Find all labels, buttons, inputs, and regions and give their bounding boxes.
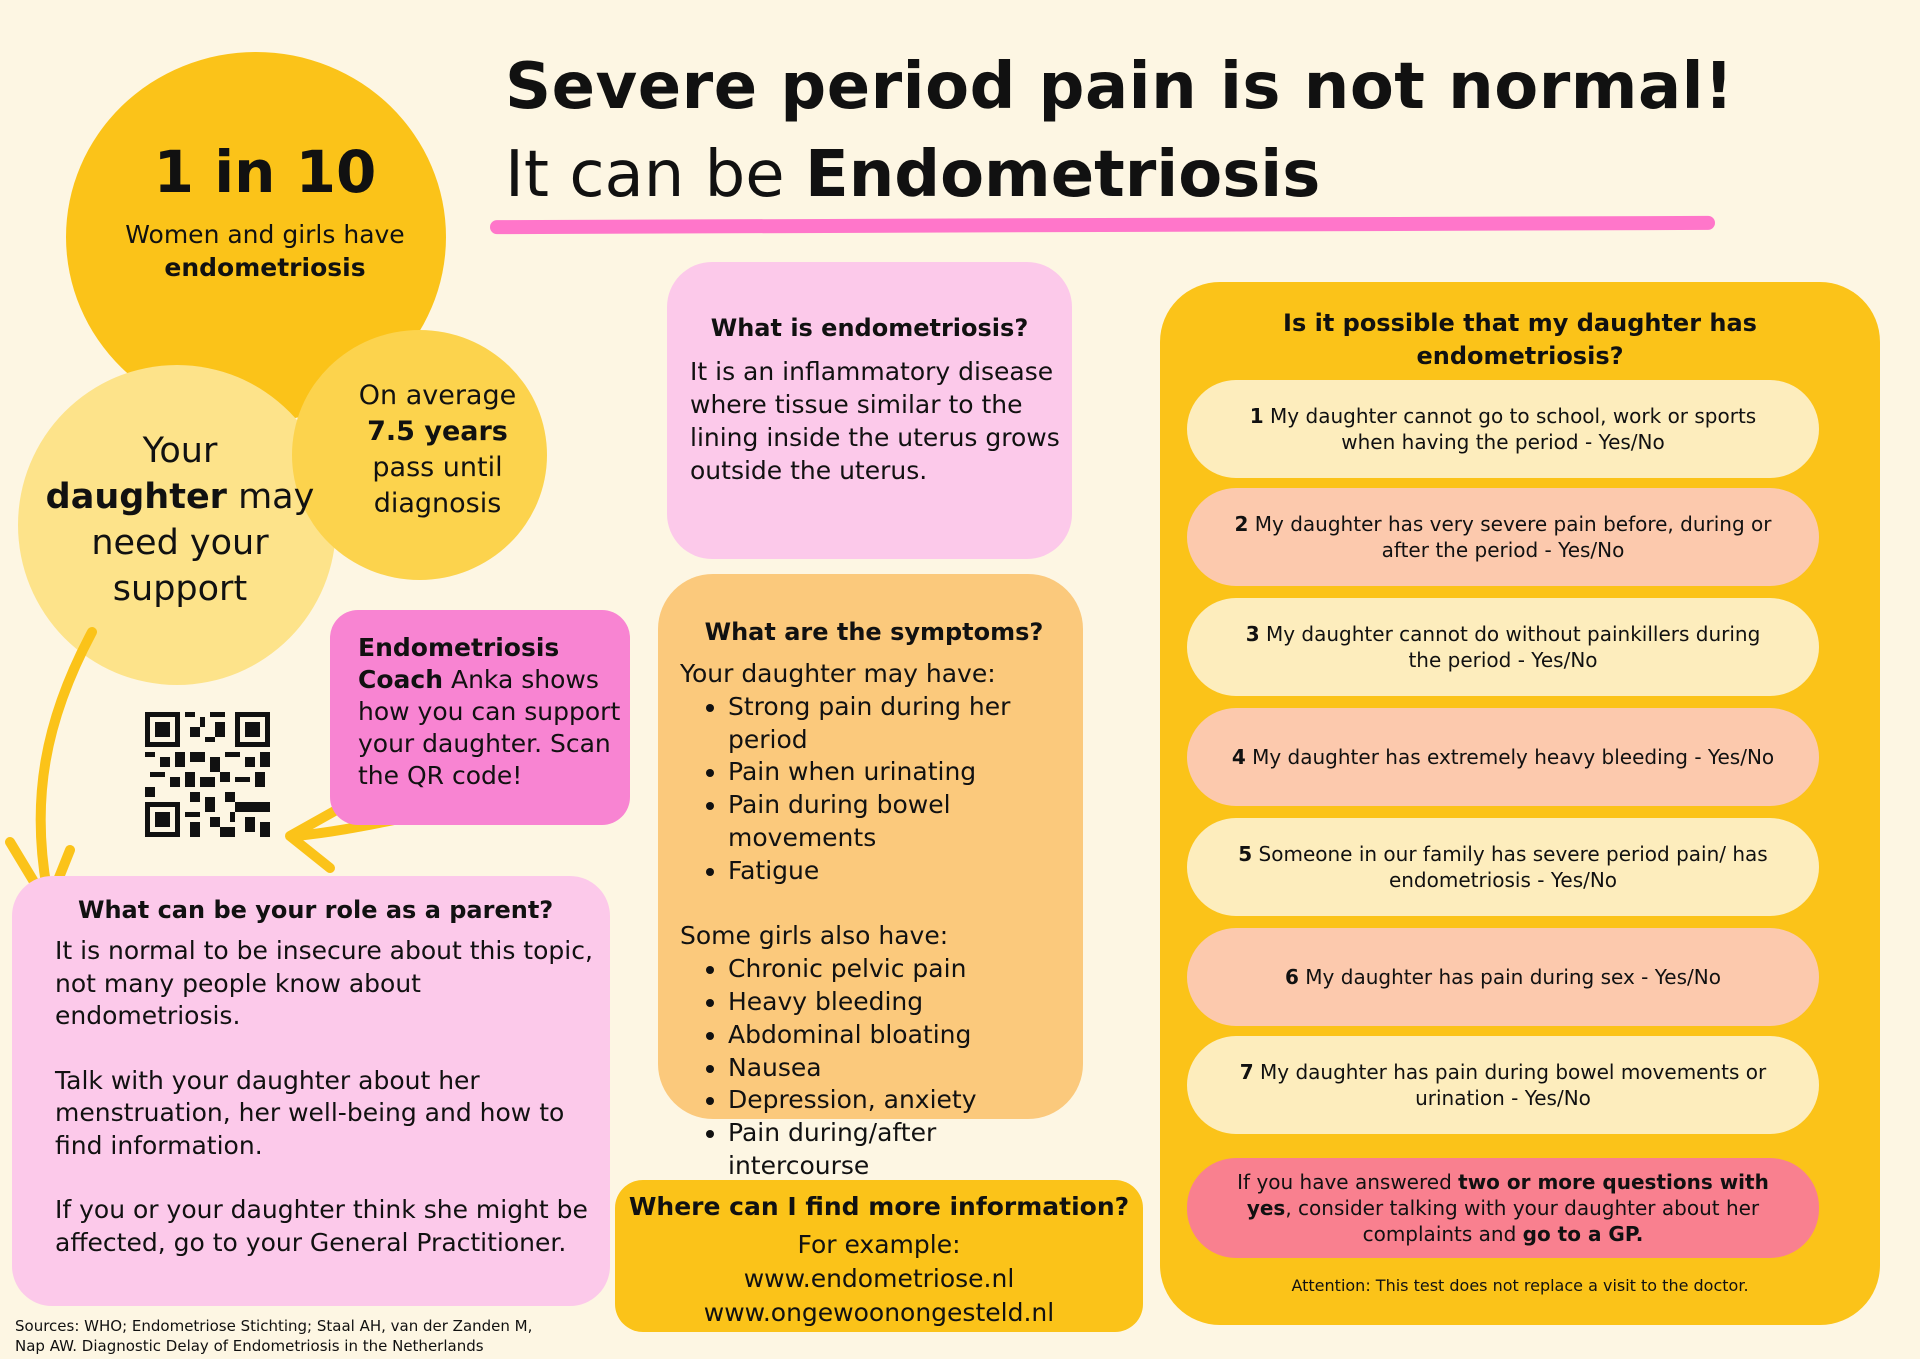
subtitle-bold: Endometriosis: [804, 138, 1321, 212]
conclusion-bold-2: go to a GP.: [1522, 1222, 1644, 1246]
question-number: 3: [1245, 622, 1260, 646]
support-after-bold: may: [226, 477, 315, 517]
question-number: 5: [1238, 842, 1253, 866]
average-line4: diagnosis: [373, 488, 502, 519]
conclusion-pre: If you have answered: [1237, 1170, 1459, 1194]
list-item: • Chronic pelvic pain: [728, 953, 1080, 986]
average-line1: On average: [358, 380, 517, 411]
question-number: 4: [1231, 745, 1246, 769]
question-text: My daughter cannot go to school, work or sports when having the period - Yes/No: [1263, 404, 1757, 454]
coach-text: [358, 632, 623, 792]
parent-role-title: What can be your role as a parent?: [78, 896, 554, 924]
quiz-question-5: [1187, 818, 1819, 916]
support-line1: Your: [142, 431, 218, 471]
page-title: Severe period pain is not normal!: [505, 50, 1734, 124]
stat-number: 1 in 10: [153, 138, 377, 206]
subtitle-prefix: It can be: [505, 138, 805, 212]
list-item: • Heavy bleeding: [728, 986, 1080, 1019]
stat-sub-bold: endometriosis: [164, 253, 366, 282]
quiz-question-1: [1187, 380, 1819, 478]
more-info-example: For example:: [797, 1230, 961, 1259]
conclusion-bold-1: two or more questions with yes: [1246, 1170, 1769, 1220]
role-paragraph-2: Talk with your daughter about her menstruation, her well-being and how to find information.: [55, 1065, 565, 1160]
question-text: My daughter cannot do without painkillers during the period - Yes/No: [1259, 622, 1761, 672]
quiz-title: Is it possible that my daughter has endometriosis?: [1283, 309, 1757, 370]
list-item: • Fatigue: [728, 855, 1080, 888]
support-line3: need your: [91, 523, 269, 563]
list-item: • Pain when urinating: [728, 756, 1080, 789]
coach-bold: Endometriosis Coach: [358, 633, 560, 694]
list-item: • Abdominal bloating: [728, 1019, 1080, 1052]
stat-sub-line: Women and girls have: [125, 220, 405, 249]
question-number: 2: [1234, 512, 1249, 536]
conclusion-mid: , consider talking with your daughter about her complaints and: [1285, 1196, 1760, 1246]
link-ongewoonongesteld[interactable]: www.ongewoonongesteld.nl: [703, 1298, 1055, 1327]
quiz-question-7: [1187, 1036, 1819, 1134]
symptoms-intro-2: Some girls also have:: [680, 921, 949, 951]
quiz-question-3: [1187, 598, 1819, 696]
average-years: 7.5 years: [367, 416, 508, 447]
role-paragraph-1: It is normal to be insecure about this topic, not many people know about endometriosis.: [55, 936, 593, 1030]
quiz-question-4: [1187, 708, 1819, 806]
quiz-note: Attention: This test does not replace a visit to the doctor.: [1291, 1276, 1749, 1295]
link-endometriose[interactable]: www.endometriose.nl: [743, 1264, 1015, 1293]
average-line3: pass until: [372, 452, 503, 483]
question-number: 6: [1285, 965, 1299, 989]
question-text: My daughter has very severe pain before, during or after the period - Yes/No: [1248, 512, 1772, 562]
list-item: • Pain during bowel movements: [728, 789, 1080, 855]
symptoms-body: [680, 658, 1080, 1183]
symptoms-list-1: [680, 691, 1080, 888]
qr-code[interactable]: [145, 712, 270, 837]
question-text: My daughter has pain during sex - Yes/No: [1298, 965, 1721, 989]
support-bold: daughter: [45, 477, 227, 517]
what-is-body: It is an inflammatory disease where tissue similar to the lining inside the uterus grows outside the uterus.: [690, 357, 1060, 485]
coach-body: Anka shows how you can support your daughter. Scan the QR code!: [358, 665, 621, 790]
quiz-conclusion: [1187, 1158, 1819, 1258]
quiz-question-2: [1187, 488, 1819, 586]
parent-role-body: [55, 935, 600, 1291]
role-paragraph-3: If you or your daughter think she might be affected, go to your General Practitioner.: [55, 1195, 588, 1257]
what-is-title: What is endometriosis?: [710, 314, 1029, 342]
quiz-question-6: [1187, 928, 1819, 1026]
sources-text: Sources: WHO; Endometriose Stichting; Staal AH, van der Zanden M, Nap AW. Diagnostic Delay of Endometriosis in the Netherlands: [15, 1317, 533, 1355]
question-number: 7: [1239, 1060, 1254, 1084]
more-info-body: [615, 1228, 1143, 1330]
symptoms-title: What are the symptoms?: [704, 618, 1044, 646]
list-item: • Nausea: [728, 1052, 1080, 1085]
question-text: My daughter has pain during bowel movements or urination - Yes/No: [1253, 1060, 1767, 1110]
question-text: My daughter has extremely heavy bleeding - Yes/No: [1245, 745, 1775, 769]
more-info-title: Where can I find more information?: [628, 1192, 1130, 1221]
list-item: • Strong pain during her period: [728, 691, 1080, 757]
symptoms-list-2: [680, 953, 1080, 1183]
symptoms-intro: Your daughter may have:: [680, 659, 996, 688]
list-item: • Pain during/after intercourse: [728, 1117, 1080, 1183]
list-item: • Depression, anxiety: [728, 1084, 1080, 1117]
question-text: Someone in our family has severe period pain/ has endometriosis - Yes/No: [1252, 842, 1768, 892]
support-line4: support: [112, 569, 248, 609]
spacer: [680, 888, 1080, 921]
question-number: 1: [1249, 404, 1264, 428]
